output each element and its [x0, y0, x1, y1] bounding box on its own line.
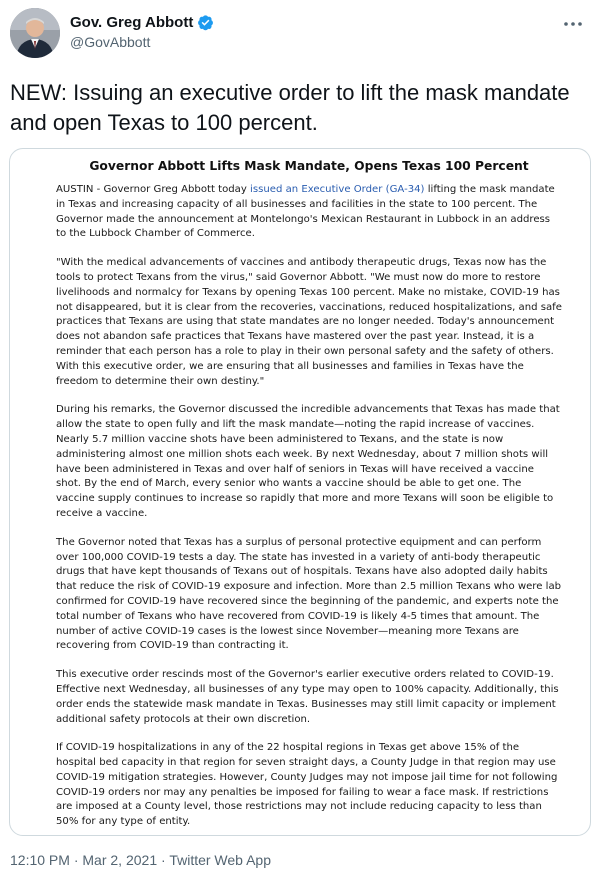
- author-info: [70, 14, 214, 50]
- document-paragraph-5: This executive order rescinds most of the Governor's earlier executive orders related to COVID-19. Effective next Wednesday, all businesses of any type may open to 100% capacity. Additionally, this order ends the statewide mask mandate in Texas. Businesses may still limit capacity or implement additional safety protocols at their own discretion.: [56, 669, 559, 725]
- meta-separator-1: ·: [69, 852, 83, 868]
- tweet-source[interactable]: Twitter Web App: [169, 852, 271, 868]
- tweet-header: [10, 8, 590, 68]
- author-handle[interactable]: @GovAbbott: [70, 34, 151, 50]
- document-title: Governor Abbott Lifts Mask Mandate, Opens Texas 100 Percent: [89, 159, 529, 173]
- attached-press-release-image[interactable]: [9, 148, 591, 836]
- document-paragraph-4: The Governor noted that Texas has a surplus of personal protective equipment and can perform over 100,000 COVID-19 tests a day. The state has invested in a variety of anti-body therapeutic drugs that have kept thousands of Texans out of hospitals. Texans have also adopted daily habits that reduce the risk of COVID-19 exposure and infection. More than 2.5 million Texans who were lab confirmed for COVID-19 have recovered since the beginning of the pandemic, and experts note the total number of Texans who have recovered from COVID-19 is likely 4-5 times that amount. The number of active COVID-19 cases is the lowest since November—meaning more Texans are recovering from COVID-19 than contracting it.: [56, 536, 562, 652]
- avatar-photo: [10, 8, 60, 58]
- tweet-text: NEW: Issuing an executive order to lift the mask mandate and open Texas to 100 percent.: [10, 80, 570, 135]
- tweet-metadata: [10, 852, 271, 868]
- document-paragraph-2: "With the medical advancements of vaccines and antibody therapeutic drugs, Texas now has the tools to protect Texans from the virus," said Governor Abbott. "We must now do more to restore livelihoods and normalcy for Texans by opening Texas 100 percent. Make no mistake, COVID-19 has not disappeared, but it is clear from the recoveries, vaccinations, reduced hospitalizations, and safe practices that Texans are using that state mandates are no longer needed. Today's announcement does not abandon safe practices that Texans have mastered over the past year. Instead, it is a reminder that each person has a role to play in their own personal safety and the safety of others. With this executive order, we are ensuring that all businesses and families in Texas have the freedom to determine their own destiny.": [56, 257, 562, 387]
- author-display-name[interactable]: Gov. Greg Abbott: [70, 14, 194, 31]
- avatar[interactable]: [10, 8, 60, 58]
- tweet-date[interactable]: Mar 2, 2021: [82, 852, 158, 868]
- verified-badge-icon: [197, 14, 214, 31]
- document-paragraph-3: During his remarks, the Governor discussed the incredible advancements that Texas has made that allow the state to open fully and lift the mask mandate—noting the rapid increase of vaccines. Nearly 5.7 million vaccine shots have been administered to Texans, and the state is now administering almost one million shots each week. By next Wednesday, about 7 million shots will have been administered in Texas and over half of seniors in Texas will have received a vaccine shot. By the end of March, every senior who wants a vaccine should be able to get one. The vaccine supply continues to increase so rapidly that more and more Texans will soon be eligible to receive a vaccine.: [56, 404, 560, 519]
- tweet-time[interactable]: 12:10 PM: [10, 852, 70, 868]
- more-options-icon[interactable]: [562, 16, 584, 32]
- p1-text-before: AUSTIN - Governor Greg Abbott today: [56, 184, 251, 195]
- document-paragraph-6: If COVID-19 hospitalizations in any of the 22 hospital regions in Texas get above 15% of the hospital bed capacity in that region for seven straight days, a County Judge in that region may use COVID-19 mitigation strategies. However, County Judges may not impose jail time for not following COVID-19 orders nor may any penalties be imposed for failing to wear a face mask. If restrictions are imposed at a County level, those restrictions may not include reducing capacity to less than 50% for any type of entity.: [56, 742, 558, 828]
- p1-text-after: lifting the mask mandate in Texas and increasing capacity of all businesses and facilities in the state to 100 percent. The Governor made the announcement at Montelongo's Mexican Restaurant in Lubbock in an address to the Lubbock Chamber of Commerce.: [56, 184, 555, 240]
- executive-order-link[interactable]: issued an Executive Order (GA-34): [250, 184, 425, 195]
- meta-separator-2: ·: [157, 852, 170, 868]
- press-release-document: [56, 159, 562, 836]
- document-paragraph-1: [56, 183, 562, 242]
